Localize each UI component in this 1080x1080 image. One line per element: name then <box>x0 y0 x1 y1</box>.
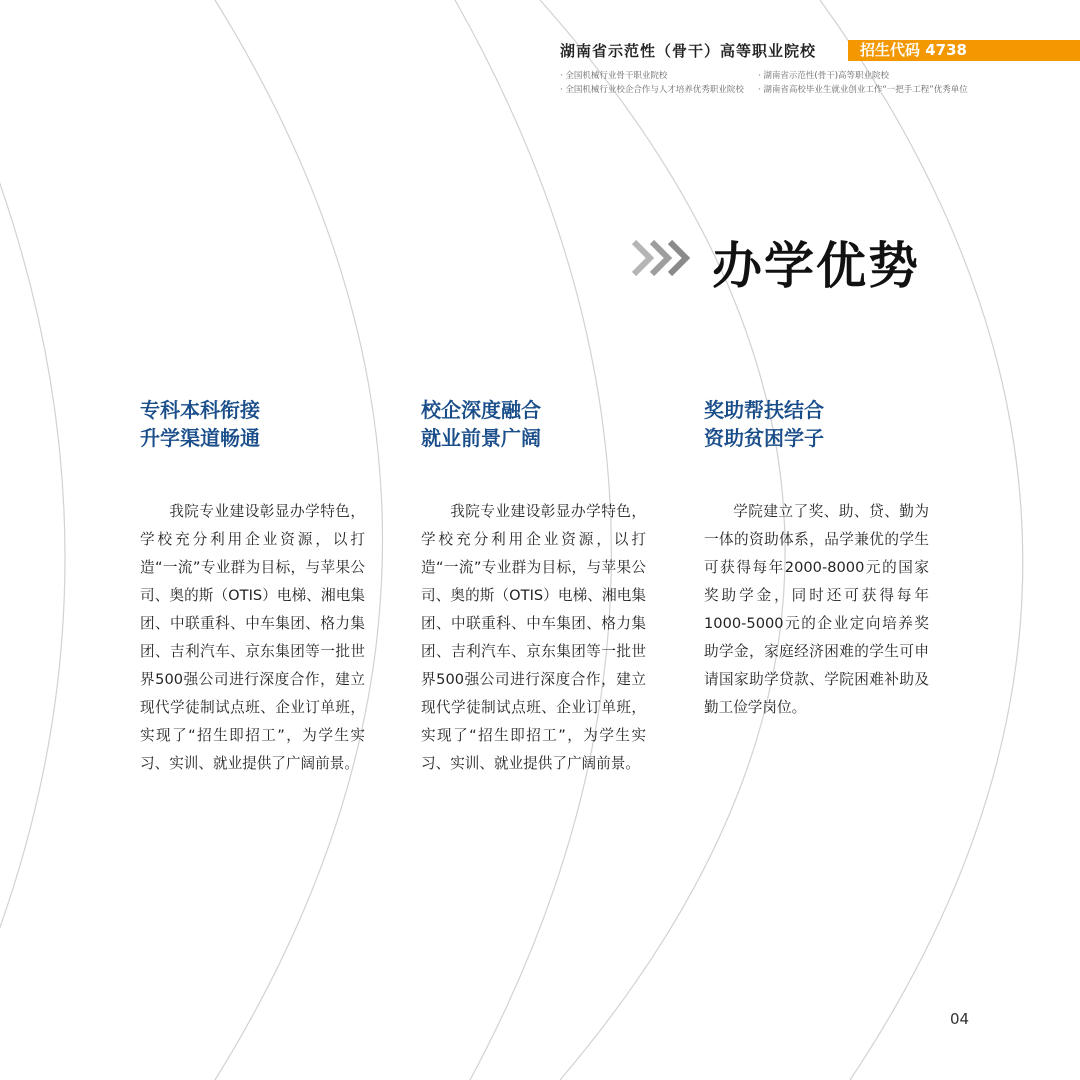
feature-body: 我院专业建设彰显办学特色，学校充分利用企业资源，以打造“一流”专业群为目标，与苹果公司、奥的斯（OTIS）电梯、湘电集团、中联重科、中车集团、格力集团、吉利汽车、京东集团等一批世界500强公司进行深度合作，建立现代学徒制试点班、企业订单班，实现了“招生即招工”，为学生实习、实训、就业提供了广阔前景。 <box>421 503 646 772</box>
feature-column <box>140 396 365 778</box>
feature-body: 我院专业建设彰显办学特色，学校充分利用企业资源，以打造“一流”专业群为目标，与苹果公司、奥的斯（OTIS）电梯、湘电集团、中联重科、中车集团、格力集团、吉利汽车、京东集团等一批世界500强公司进行深度合作，建立现代学徒制试点班、企业订单班，实现了“招生即招工”，为学生实习、实训、就业提供了广阔前景。 <box>140 503 365 772</box>
feature-column <box>421 396 646 778</box>
feature-title-line: 就业前景广阔 <box>421 426 541 450</box>
honor-line: · 湖南省高校毕业生就业创业工作“一把手工程”优秀单位 <box>758 85 968 95</box>
triple-chevron-right-icon <box>630 238 694 278</box>
feature-title-line: 升学渠道畅通 <box>140 426 260 450</box>
feature-title-line: 奖助帮扶结合 <box>704 398 824 422</box>
page-number: 04 <box>950 1010 970 1028</box>
feature-column <box>704 396 929 722</box>
admission-code-badge: 招生代码 4738 <box>848 40 1080 61</box>
feature-title-line: 专科本科衔接 <box>140 398 260 422</box>
school-title: 湖南省示范性（骨干）高等职业院校 <box>560 42 817 60</box>
honor-line: · 全国机械行业骨干职业院校 <box>560 71 668 81</box>
section-heading: 办学优势 <box>712 237 920 295</box>
feature-title-line: 校企深度融合 <box>421 398 541 422</box>
feature-body: 学院建立了奖、助、贷、勤为一体的资助体系，品学兼优的学生可获得每年2000-8000元的国家奖助学金，同时还可获得每年1000-5000元的企业定向培养奖助学金，家庭经济困难的学生可申请国家助学贷款、学院困难补助及勤工俭学岗位。 <box>704 503 929 716</box>
arc-1 <box>0 130 65 980</box>
honor-line: · 湖南省示范性(骨干)高等职业院校 <box>758 71 890 81</box>
feature-title-line: 资助贫困学子 <box>704 426 824 450</box>
honor-line: · 全国机械行业校企合作与人才培养优秀职业院校 <box>560 85 744 95</box>
